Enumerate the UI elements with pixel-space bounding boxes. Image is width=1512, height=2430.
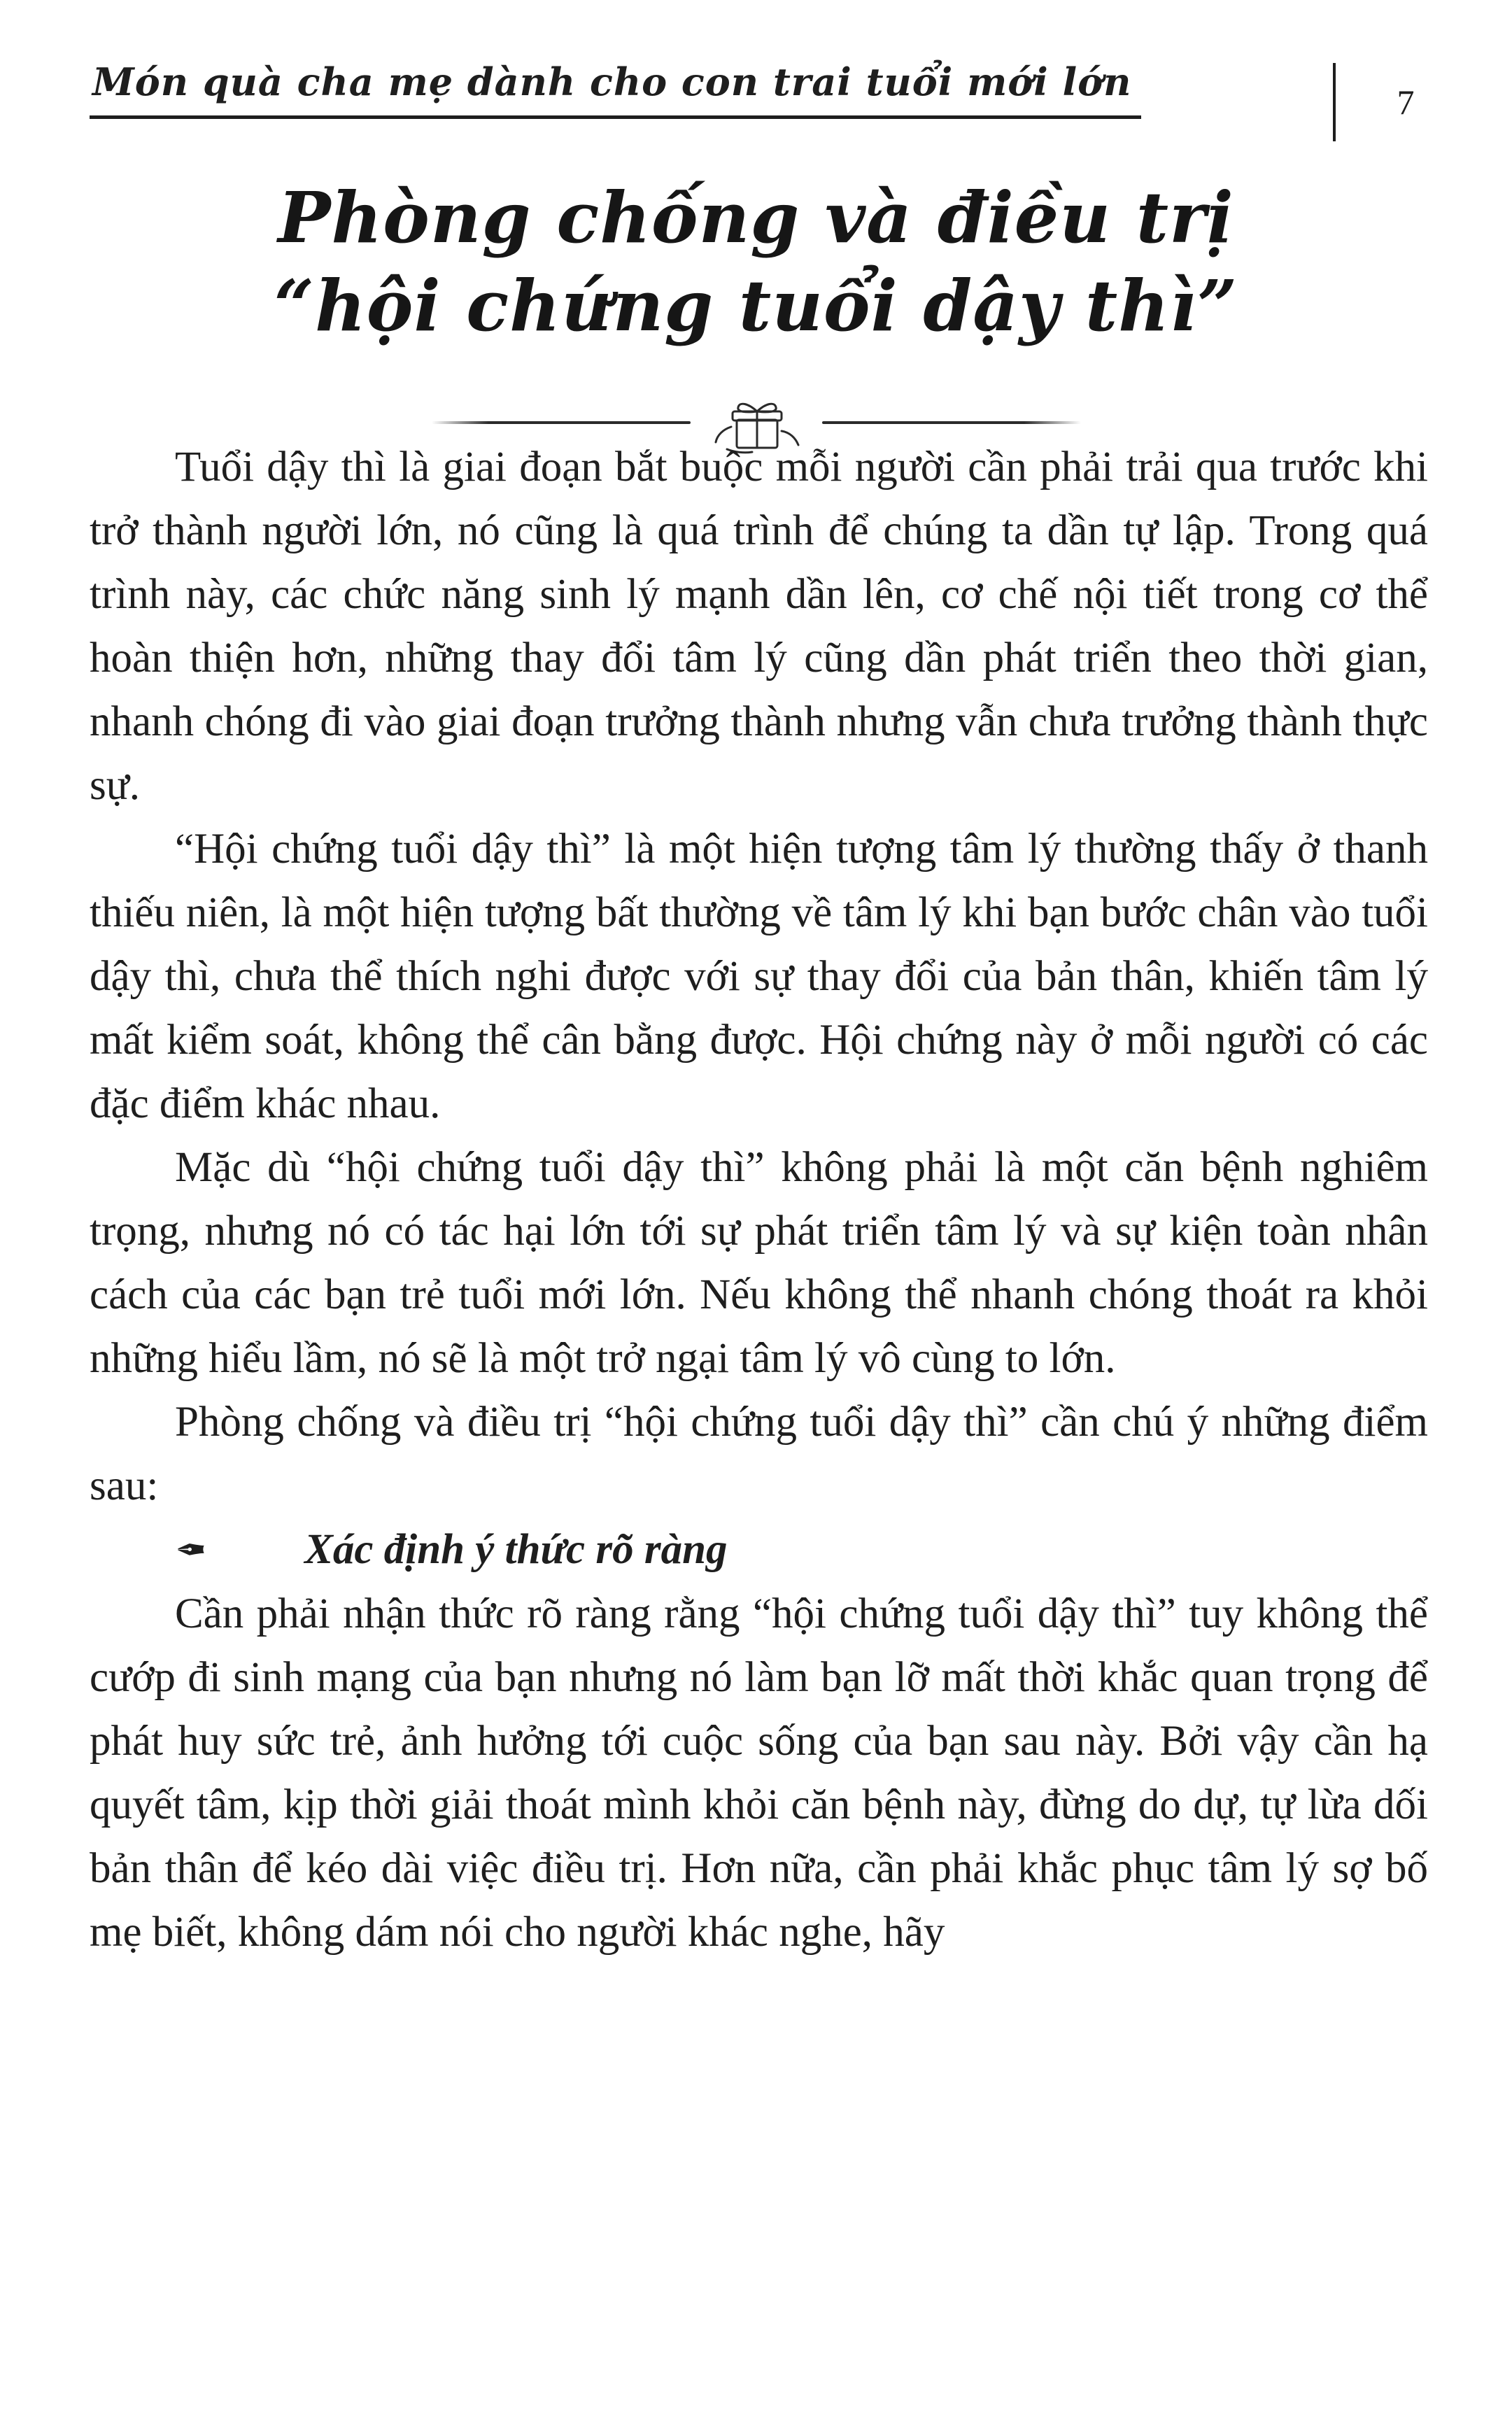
paragraph-4: Phòng chống và điều trị “hội chứng tuổi dậy thì” cần chú ý những điểm sau: <box>90 1399 1428 1509</box>
chapter-title-line1: Phòng chống và điều trị <box>278 176 1234 259</box>
paragraph-5: Cần phải nhận thức rõ ràng rằng “hội chứng tuổi dậy thì” tuy không thể cướp đi sinh mạng của bạn nhưng nó làm bạn lỡ mất thời khắc quan trọng để phát huy sức trẻ, ảnh hưởng tới cuộc sống của bạn sau này. Bởi vậy cần hạ quyết tâm, kịp thời giải thoát mình khỏi căn bệnh này, đừng do dự, tự lừa dối bản thân để kéo dài việc điều trị. Hơn nữa, cần phải khắc phục tâm lý sợ bố mẹ biết, không dám nói cho người khác nghe, hãy <box>90 1590 1428 1956</box>
body-text <box>90 435 1428 1964</box>
paragraph-3: Mặc dù “hội chứng tuổi dậy thì” không phải là một căn bệnh nghiêm trọng, nhưng nó có tác hại lớn tới sự phát triển tâm lý và sự kiện toàn nhân cách của các bạn trẻ tuổi mới lớn. Nếu không thể nhanh chóng thoát ra khỏi những hiểu lầm, nó sẽ là một trở ngại tâm lý vô cùng to lớn. <box>90 1144 1428 1382</box>
chapter-title <box>0 174 1512 350</box>
paragraph-1: Tuổi dậy thì là giai đoạn bắt buộc mỗi người cần phải trải qua trước khi trở thành người lớn, nó cũng là quá trình để chúng ta dần tự lập. Trong quá trình này, các chức năng sinh lý mạnh dần lên, cơ chế nội tiết trong cơ thể hoàn thiện hơn, những thay đổi tâm lý cũng dần phát triển theo thời gian, nhanh chóng đi vào giai đoạn trưởng thành nhưng vẫn chưa trưởng thành thực sự. <box>90 444 1428 809</box>
chapter-title-line2: “hội chứng tuổi dậy thì” <box>274 264 1238 347</box>
page-number: 7 <box>1397 83 1415 122</box>
page-number-block <box>1333 62 1427 141</box>
header-vertical-rule <box>1333 63 1336 141</box>
subheading-label: Xác định ý thức rõ ràng <box>304 1526 728 1573</box>
divider-line-right <box>822 421 1081 424</box>
running-title: Món quà cha mẹ dành cho con trai tuổi mới lớn <box>90 62 1141 119</box>
paragraph-2: “Hội chứng tuổi dậy thì” là một hiện tượng tâm lý thường thấy ở thanh thiếu niên, là một hiện tượng bất thường về tâm lý khi bạn bước chân vào tuổi dậy thì, chưa thể thích nghi được với sự thay đổi của bản thân, khiến tâm lý mất kiểm soát, không thể cân bằng được. Hội chứng này ở mỗi người có các đặc điểm khác nhau. <box>90 826 1428 1127</box>
subheading <box>90 1518 1428 1582</box>
pen-ornament-icon: ✒ <box>175 1528 207 1572</box>
divider-line-left <box>432 421 691 424</box>
page-header <box>90 59 1427 141</box>
